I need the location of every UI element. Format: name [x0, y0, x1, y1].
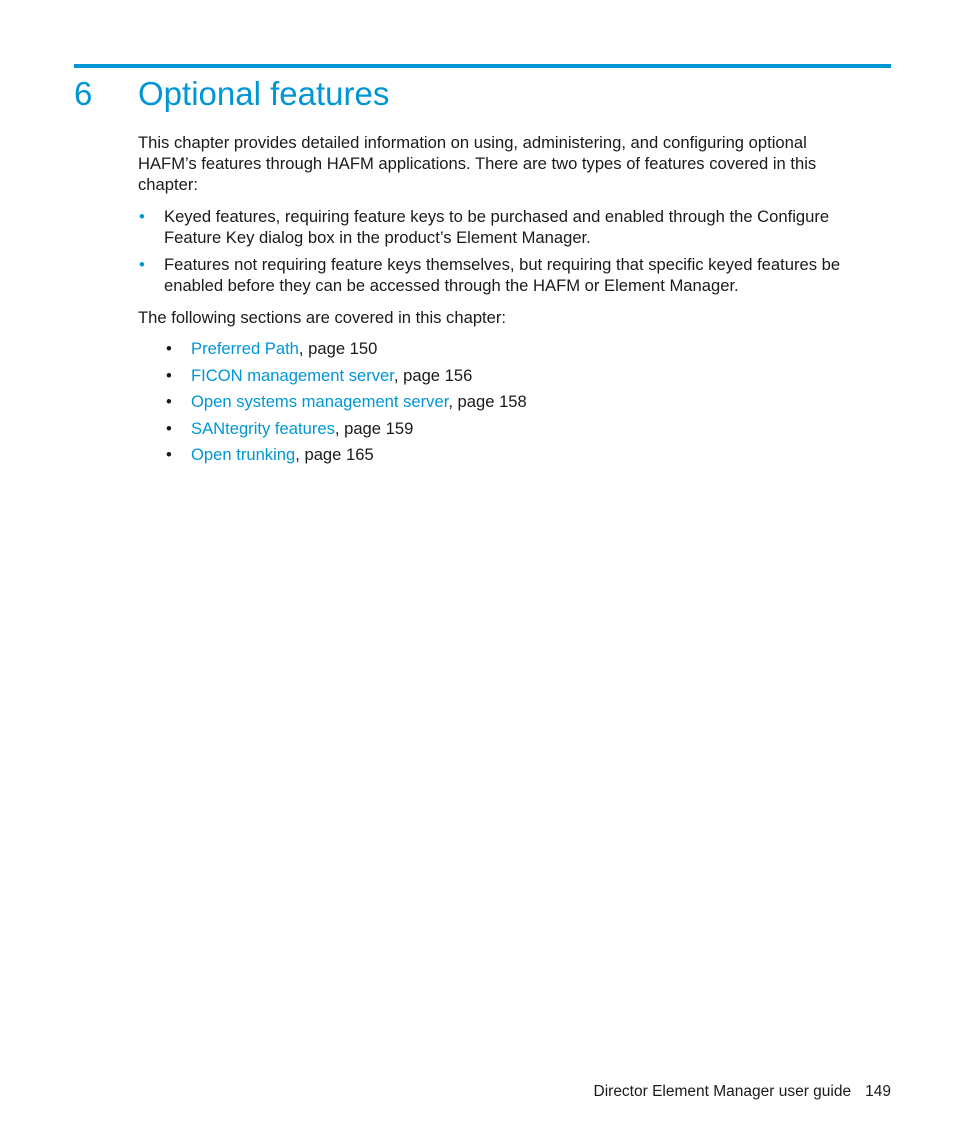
footer-page-number: 149 [865, 1083, 891, 1100]
section-page-ref: , page 150 [298, 339, 378, 358]
section-link-open-systems-management-server[interactable]: Open systems management server [191, 392, 449, 411]
bullet-icon: • [139, 207, 145, 226]
chapter-heading [74, 72, 389, 116]
feature-type-text: Features not requiring feature keys themselves, but requiring that specific keyed features be enabled before they can be accessed through the HAFM or Element Manager. [164, 255, 841, 295]
list-item [138, 444, 858, 471]
section-page-ref: , page 165 [295, 445, 374, 464]
footer-guide-title: Director Element Manager user guide [593, 1083, 852, 1100]
bullet-icon: • [166, 339, 172, 358]
page-footer [594, 1082, 891, 1102]
section-link-santegrity-features[interactable]: SANtegrity features [191, 418, 335, 438]
list-item [138, 206, 858, 248]
chapter-body [138, 132, 858, 471]
list-item [138, 418, 858, 445]
bullet-icon: • [166, 365, 172, 385]
section-link-ficon-management-server[interactable]: FICON management server [191, 365, 394, 385]
section-page-ref: , page 159 [334, 418, 414, 438]
section-link-open-trunking[interactable]: Open trunking [191, 445, 296, 464]
sections-intro: The following sections are covered in this chapter: [138, 308, 507, 327]
list-item [138, 254, 858, 296]
chapter-title: Optional features [138, 75, 390, 112]
list-item [138, 338, 858, 365]
chapter-number: 6 [74, 75, 93, 112]
bullet-icon: • [139, 255, 145, 274]
section-page-ref: , page 158 [448, 392, 527, 411]
section-page-ref: , page 156 [393, 365, 473, 385]
feature-types-list [138, 206, 858, 296]
feature-type-text: Keyed features, requiring feature keys to be purchased and enabled through the Configure Feature Key dialog box in the product’s Element Manager. [164, 207, 830, 247]
intro-paragraph: This chapter provides detailed information on using, administering, and configuring optional HAFM’s features through HAFM applications. There are two types of features covered in this chapter: [138, 133, 817, 194]
list-item [138, 365, 858, 392]
sections-list [138, 338, 858, 471]
bullet-icon: • [166, 418, 172, 438]
bullet-icon: • [166, 392, 172, 411]
list-item [138, 391, 858, 418]
bullet-icon: • [166, 445, 172, 464]
section-link-preferred-path[interactable]: Preferred Path [191, 339, 299, 358]
chapter-top-rule [74, 64, 891, 68]
